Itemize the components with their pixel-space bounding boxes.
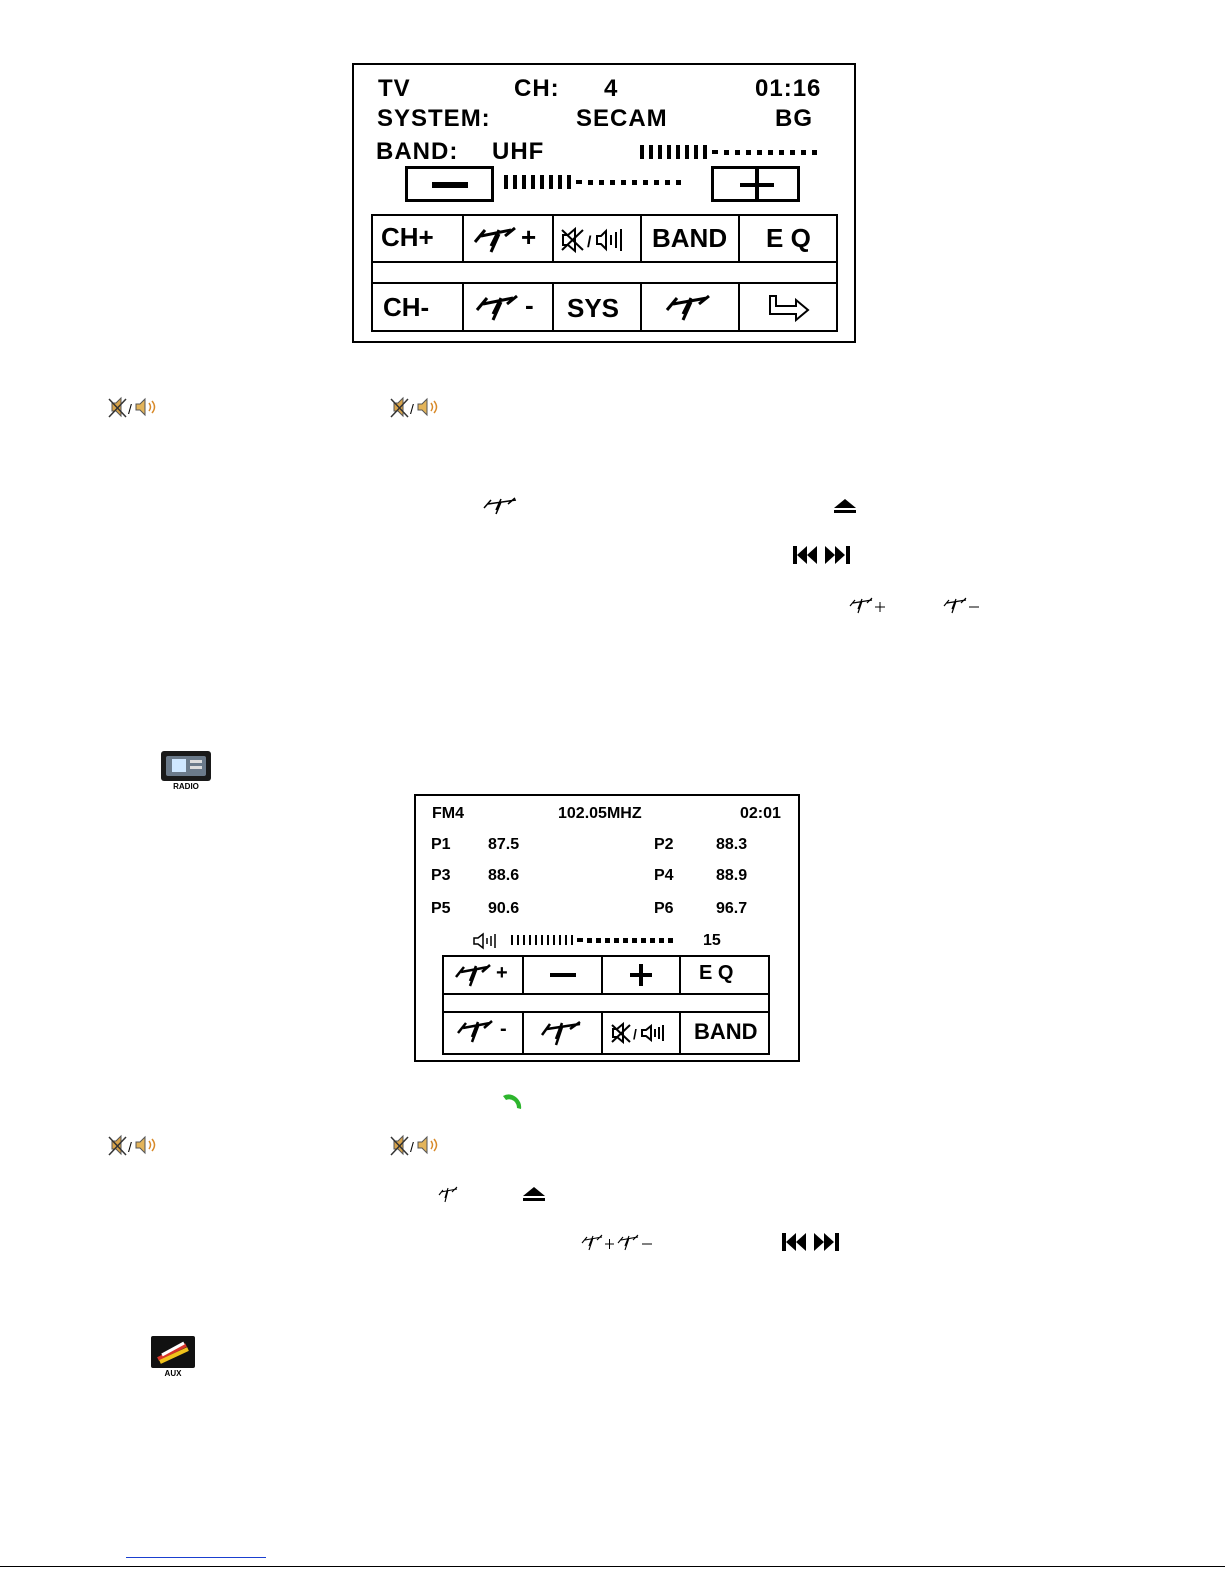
mute-volume-button[interactable]: [611, 1021, 675, 1047]
radio-frequency: 102.05MHZ: [558, 805, 642, 822]
tv-mode: TV: [378, 75, 411, 102]
preset-label[interactable]: P2: [654, 836, 674, 853]
mute-volume-button[interactable]: [561, 226, 633, 256]
signal-meter: [640, 145, 832, 159]
prev-next-icon: [791, 544, 853, 566]
aux-app-icon[interactable]: [150, 1335, 196, 1379]
tv-band-value: UHF: [492, 138, 545, 165]
link-underline: [126, 1557, 266, 1558]
svg-text:/: /: [128, 401, 132, 417]
radio-time: 02:01: [740, 805, 781, 822]
band-button[interactable]: BAND: [652, 223, 728, 253]
mute-volume-icon: [390, 1134, 442, 1158]
antenna-icon: [471, 222, 517, 256]
antenna-icon: [454, 962, 494, 988]
sys-button[interactable]: SYS: [567, 293, 620, 323]
speaker-icon: [473, 932, 501, 950]
call-icon: [500, 1092, 526, 1112]
antenna-plus-button[interactable]: +: [454, 962, 520, 990]
eq-button[interactable]: E Q: [699, 962, 734, 984]
eq-button[interactable]: E Q: [766, 223, 811, 253]
mute-volume-icon: [108, 396, 160, 420]
mute-volume-icon: [611, 1021, 675, 1045]
svg-text:/: /: [410, 1139, 414, 1155]
preset-value: 88.6: [488, 867, 520, 884]
radio-screen: [414, 794, 800, 1062]
svg-text:/: /: [633, 1026, 637, 1042]
antenna-icon: [437, 1186, 461, 1204]
preset-label[interactable]: P4: [654, 867, 674, 884]
preset-value: 87.5: [488, 836, 520, 853]
ch-minus-button[interactable]: CH-: [383, 292, 430, 322]
antenna-icon: [456, 1018, 496, 1044]
antenna-minus-button[interactable]: -: [473, 290, 551, 324]
plus-button[interactable]: [603, 957, 679, 993]
tv-time: 01:16: [755, 75, 822, 102]
tv-band-label: BAND:: [376, 138, 459, 165]
eject-icon: [832, 497, 858, 515]
radio-icon-label: RADIO: [173, 782, 199, 791]
aux-cable-icon: [150, 1335, 196, 1369]
antenna-icon: [540, 1019, 584, 1047]
band-button[interactable]: BAND: [694, 1019, 758, 1044]
antenna-button[interactable]: [540, 1019, 590, 1049]
preset-value: 88.3: [716, 836, 748, 853]
plus-button[interactable]: [711, 166, 800, 202]
return-button[interactable]: [766, 292, 816, 326]
level-meter: [504, 175, 699, 189]
svg-text:/: /: [410, 401, 414, 417]
antenna-icon: [473, 290, 519, 324]
minus-button[interactable]: [405, 166, 494, 202]
radio-app-icon[interactable]: [160, 750, 212, 792]
svg-text:/: /: [128, 1139, 132, 1155]
svg-text:/: /: [587, 234, 592, 251]
preset-value: 96.7: [716, 900, 748, 917]
preset-label[interactable]: P1: [431, 836, 451, 853]
preset-label[interactable]: P3: [431, 867, 451, 884]
radio-icon: [160, 750, 212, 782]
tv-channel-value: 4: [604, 75, 619, 102]
antenna-icon: [663, 290, 713, 324]
eject-icon: [521, 1185, 547, 1203]
tv-screen: [352, 63, 856, 343]
tv-system-sub: BG: [775, 105, 813, 132]
radio-band: FM4: [432, 805, 464, 822]
mute-volume-icon: [561, 226, 631, 254]
ch-plus-button[interactable]: CH+: [381, 222, 434, 252]
preset-value: 90.6: [488, 900, 520, 917]
prev-next-icon: [780, 1231, 842, 1253]
page-bottom-rule: [0, 1566, 1225, 1567]
tv-button-grid: [371, 214, 838, 332]
mute-volume-icon: [108, 1134, 160, 1158]
tv-channel-label: CH:: [514, 75, 560, 102]
antenna-button[interactable]: [663, 290, 723, 324]
volume-meter: [511, 935, 691, 947]
antenna-minus-icon: [942, 596, 982, 616]
aux-icon-label: AUX: [164, 1369, 182, 1378]
preset-label[interactable]: P5: [431, 900, 451, 917]
preset-value: 88.9: [716, 867, 748, 884]
return-arrow-icon: [766, 292, 816, 326]
antenna-minus-button[interactable]: -: [456, 1018, 522, 1048]
minus-button[interactable]: [524, 957, 601, 993]
radio-button-grid: [442, 955, 770, 1055]
mute-volume-icon: [390, 396, 442, 420]
tv-system-value: SECAM: [576, 105, 668, 132]
preset-label[interactable]: P6: [654, 900, 674, 917]
antenna-icon: [482, 496, 522, 516]
volume-value: 15: [703, 932, 721, 949]
antenna-plus-button[interactable]: +: [471, 222, 549, 256]
antenna-plus-minus-icon: [580, 1233, 660, 1253]
tv-system-label: SYSTEM:: [377, 105, 491, 132]
antenna-plus-icon: [848, 596, 888, 616]
